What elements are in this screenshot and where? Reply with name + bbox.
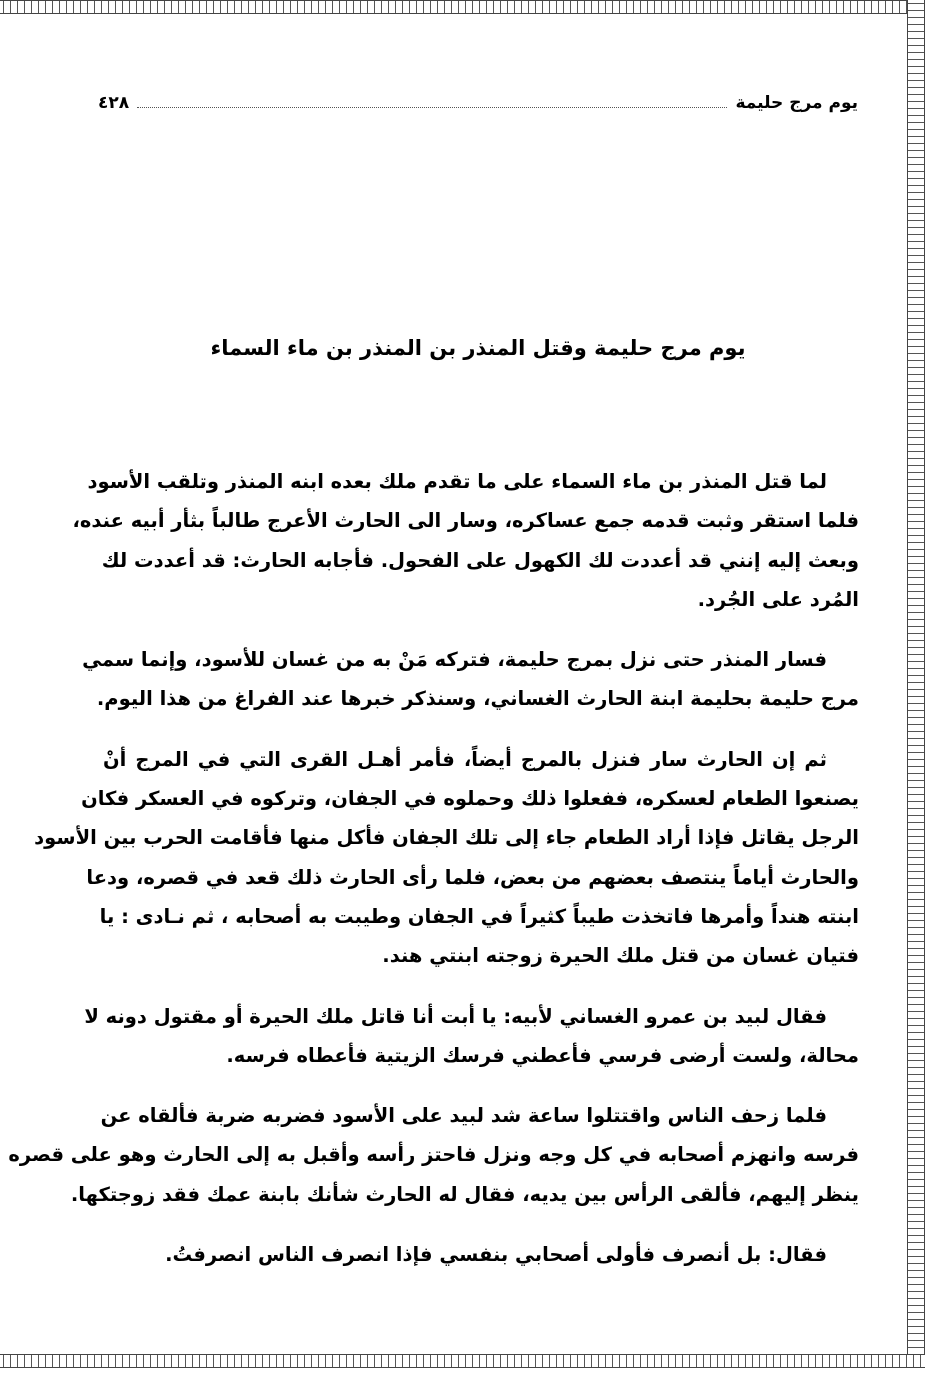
body-text [8,462,859,1295]
text-line: ينظر إليهم، فألقى الرأس بين يديه، فقال له الحارث شأنك بابنة عمك فقد زوجتكها. [70,1182,859,1206]
text-line: ثم إن الحارث سار فنزل بالمرج أيضاً، فأمر أهـل القرى التي في المرج أنْ [103,747,827,771]
paragraph [84,997,859,1076]
page-number: ٤٢٨ [98,93,130,113]
text-line: والحارث أياماً ينتصف بعضهم من بعض، فلما رأى الحارث ذلك قعد في قصره، ودعا [86,865,859,889]
text-line: لما قتل المنذر بن ماء السماء على ما تقدم ملك بعده ابنه المنذر وتلقب الأسود [87,470,827,493]
text-line: يصنعوا الطعام لعسكره، ففعلوا ذلك وحملوه في الجفان، وتركوه في العسكر فكان [81,787,859,811]
decorative-border-right [907,0,925,1368]
decorative-border-bottom [0,1354,925,1368]
text-line: فتيان غسان من قتل ملك الحيرة زوجته ابنتي هند. [382,944,859,968]
text-line: فرسه وانهزم أصحابه في كل وجه ونزل فاحتز رأسه وأقبل به إلى الحارث وهو على قصره [8,1143,859,1167]
text-line: فلما استقر وثبت قدمه جمع عساكره، وسار الى الحارث الأعرج طالباً بثأر أبيه عنده، [72,509,859,533]
paragraph [82,640,859,719]
text-line: ابنته هنداً وأمرها فاتخذت طيباً كثيراً في الجفان وطيبت به أصحابه ، ثم نـادى : يا [99,904,859,928]
running-title: يوم مرج حليمة [735,93,858,113]
running-header [98,88,858,118]
paragraph [34,740,859,976]
paragraph [103,1235,859,1274]
text-line: وبعث إليه إنني قد أعددت لك الكهول على الفحول. فأجابه الحارث: قد أعددت لك [101,548,859,572]
chapter-title: يوم مرج حليمة وقتل المنذر بن المنذر بن ماء السماء [210,336,746,360]
paragraph [8,1096,859,1214]
text-line: فسار المنذر حتى نزل بمرج حليمة، فتركه مَنْ به من غسان للأسود، وإنما سمي [82,648,827,672]
text-line: فقال لبيد بن عمرو الغساني لأبيه: يا أبت أنا قاتل ملك الحيرة أو مقتول دونه لا [84,1004,827,1028]
header-dotted-leader [137,107,727,108]
text-line: فلما زحف الناس واقتتلوا ساعة شد لبيد على الأسود فضربه ضربة فألقاه عن [100,1104,827,1128]
paragraph [72,462,859,619]
text-line: المُرد على الجُرد. [697,587,859,611]
text-line: مرج حليمة بحليمة ابنة الحارث الغساني، وسنذكر خبرها عند الفراغ من هذا اليوم. [96,687,859,711]
text-line: الرجل يقاتل فإذا أراد الطعام جاء إلى تلك الجفان فأكل منها فأقامت الحرب بين الأسود [34,826,859,850]
decorative-border-top [0,0,925,14]
text-line: فقال: بل أنصرف فأولى أصحابي بنفسي فإذا انصرف الناس انصرفتُ. [165,1243,827,1267]
text-line: محالة، ولست أرضى فرسي فأعطني فرسك الزيتية فأعطاه فرسه. [226,1043,859,1067]
